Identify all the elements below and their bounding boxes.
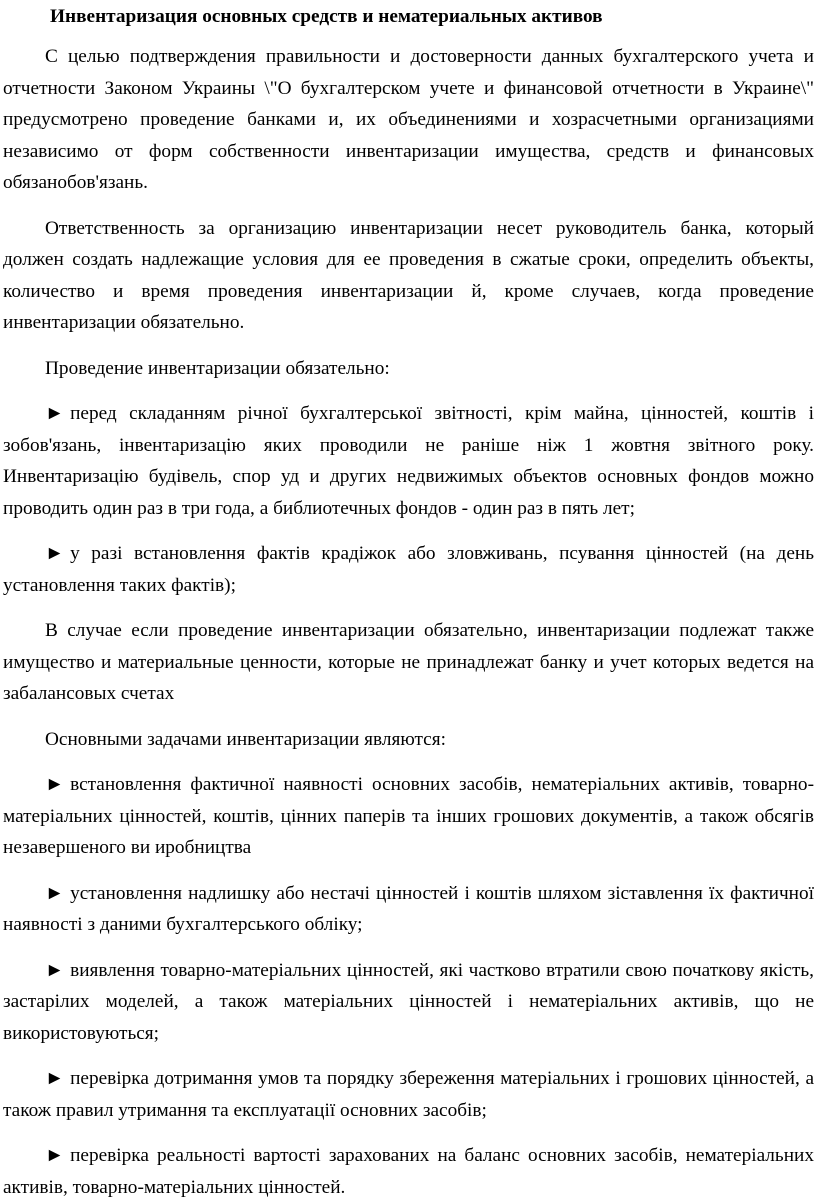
task-item — [3, 769, 814, 864]
tasks-heading: Основными задачами инвентаризации являются: — [45, 728, 446, 750]
mandatory-case-text: перед складанням річної бухгалтерської звітності, крім майна, цінностей, коштів і зобов'язань, інвентаризацію яких проводили не раніше ніж 1 жовтня звітного року. Инвентаризацію будівель, спор уд и других недвижимых объектов основных фондов можно проводить один раз в три года, а библиотечных фондов - один раз в пять лет; — [3, 403, 814, 519]
document-title: Инвентаризация основных средств и нематериальных активов — [50, 6, 603, 27]
bullet-arrow-icon: ► — [45, 882, 65, 904]
bullet-arrow-icon: ► — [45, 959, 65, 981]
bullet-arrow-icon: ► — [45, 774, 65, 795]
task-text: встановлення фактичної наявності основних засобів, нематеріальних активів, товарно-матеріальних цінностей, коштів, цінних паперів та інших грошових документів, а також обсягів незавершеного ви иробництва — [3, 774, 814, 858]
responsibility-paragraph: Ответственность за организацию инвентаризации несет руководитель банка, который должен создать надлежащие условия для ее проведения в сжатые сроки, определить объекты, количество и время проведения инвентаризации й, кроме случаев, когда проведение инвентаризации обязательно. — [3, 217, 814, 333]
mandatory-case-item — [3, 538, 814, 601]
task-item — [3, 955, 814, 1050]
bullet-arrow-icon: ► — [45, 543, 65, 564]
task-text: перевірка реальності вартості зарахованих на баланс основних засобів, нематеріальних активів, товарно-матеріальних цінностей. — [3, 1145, 814, 1198]
task-item — [3, 878, 814, 941]
mandatory-heading: Проведение инвентаризации обязательно: — [45, 357, 390, 379]
task-text: перевірка дотримання умов та порядку збереження матеріальних і грошових цінностей, а також правил утримання та експлуатації основних засобів; — [3, 1068, 814, 1121]
bullet-arrow-icon: ► — [45, 1145, 65, 1166]
mandatory-case-item — [3, 398, 814, 524]
task-text: виявлення товарно-матеріальних цінностей, які частково втратили свою початкову якість, застарілих моделей, а також матеріальних цінностей і нематеріальних активів, що не використовуються; — [3, 959, 814, 1044]
bullet-arrow-icon: ► — [45, 403, 65, 424]
task-item — [3, 1063, 814, 1126]
task-text: установлення надлишку або нестачі цінностей і коштів шляхом зіставлення їх фактичної наявності з даними бухгалтерського обліку; — [3, 882, 814, 935]
task-item — [3, 1140, 814, 1203]
off-balance-paragraph: В случае если проведение инвентаризации обязательно, инвентаризации подлежат также имущество и материальные ценности, которые не принадлежат банку и учет которых ведется на забалансовых счетах — [3, 620, 814, 704]
intro-paragraph: С целью подтверждения правильности и достоверности данных бухгалтерского учета и отчетности Законом Украины \"О бухгалтерском учете и финансовой отчетности в Украине\" предусмотрено проведение банками и, их объединениями и хозрасчетными организациями независимо от форм собственности инвентаризации имущества, средств и финансовых обязанобов'язань. — [3, 46, 814, 193]
bullet-arrow-icon: ► — [45, 1068, 65, 1089]
mandatory-case-text: у разі встановлення фактів крадіжок або зловживань, псування цінностей (на день установлення таких фактів); — [3, 543, 814, 596]
